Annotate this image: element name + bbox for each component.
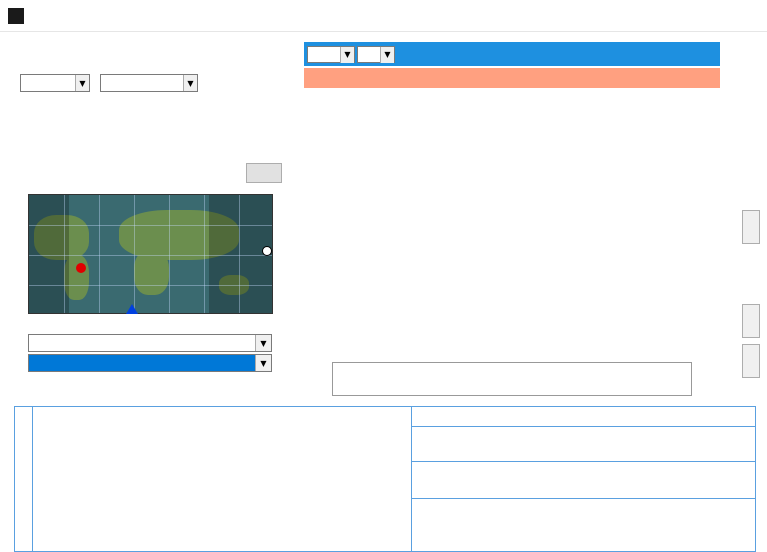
help-button[interactable] — [742, 304, 760, 338]
minimize-button[interactable] — [629, 0, 675, 32]
month-label-side — [742, 154, 760, 172]
chevron-down-icon: ▼ — [183, 75, 197, 91]
chevron-down-icon: ▼ — [255, 355, 271, 371]
chevron-down-icon: ▼ — [340, 47, 354, 63]
region-select[interactable] — [28, 334, 272, 352]
year-select[interactable] — [307, 46, 355, 63]
current-month-summary-label — [15, 407, 33, 551]
close-button[interactable] — [721, 0, 767, 32]
geo-coordinates — [44, 94, 54, 108]
app-icon — [8, 8, 24, 24]
location-picker — [18, 74, 198, 92]
year-down-button[interactable] — [742, 90, 760, 108]
location-pointer-icon — [126, 304, 138, 314]
map-night-shade — [29, 195, 69, 313]
exit-button[interactable] — [742, 344, 760, 378]
chevron-down-icon: ▼ — [380, 47, 394, 63]
province-select[interactable] — [20, 74, 90, 92]
show-diagram-button[interactable] — [246, 163, 282, 183]
month-up-button[interactable] — [742, 136, 760, 154]
this-month-button[interactable] — [742, 210, 760, 244]
weekday-header — [304, 68, 720, 88]
region-zh — [139, 335, 255, 351]
month-select[interactable] — [357, 46, 395, 63]
region-en — [29, 335, 139, 351]
year-label-side — [742, 72, 760, 90]
world-map[interactable] — [28, 194, 273, 314]
country-en — [29, 355, 139, 371]
moon-marker-icon — [262, 246, 272, 256]
month-summary — [15, 407, 411, 551]
today-panel — [411, 407, 755, 551]
client-area — [0, 32, 767, 552]
place-select[interactable] — [100, 74, 198, 92]
chevron-down-icon: ▼ — [255, 335, 271, 351]
sun-marker-icon — [76, 263, 86, 273]
maximize-button[interactable] — [675, 0, 721, 32]
title-bar — [0, 0, 767, 32]
tip-box — [332, 362, 692, 396]
map-land-africa — [134, 250, 169, 295]
month-summary-panel — [14, 406, 756, 552]
calendar-header — [304, 42, 720, 66]
chevron-down-icon: ▼ — [75, 75, 89, 91]
month-down-button[interactable] — [742, 172, 760, 190]
country-select[interactable] — [28, 354, 272, 372]
country-zh — [139, 355, 255, 371]
